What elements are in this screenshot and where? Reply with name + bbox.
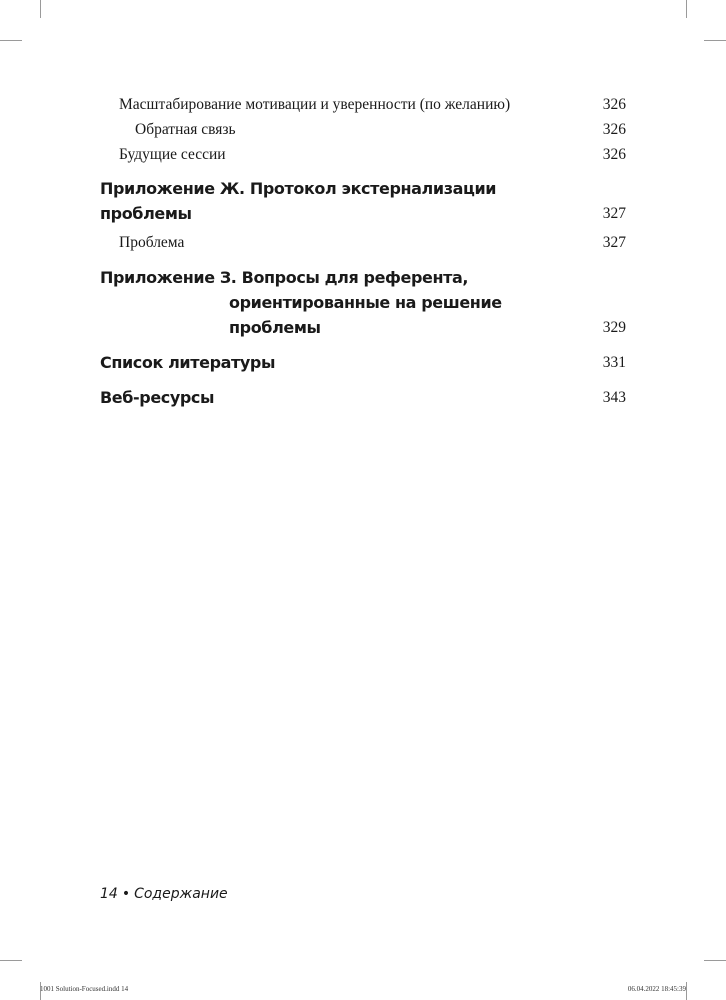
crop-mark-right-bottom [704,960,726,961]
footer-section-title: Содержание [134,886,228,902]
toc-entry-page: 326 [602,146,626,163]
crop-mark-right-top [704,40,726,41]
crop-mark-bottom-right [686,982,687,1000]
toc-entry-page: 327 [602,234,626,251]
toc-entry-title: Будущие сессии [119,146,226,163]
toc-entry [100,117,626,142]
toc-chapter [100,176,626,226]
crop-mark-top-left [40,0,41,18]
print-slug-file: 1001 Solution-Focused.indd 14 [40,985,129,993]
toc-chapter-page: 327 [602,205,626,222]
toc-entry-title: Обратная связь [135,121,236,138]
toc-chapter-title [100,265,590,340]
footer-bullet: • [121,886,131,902]
crop-mark-top-right [686,0,687,18]
toc-chapter-page: 329 [602,319,626,336]
toc-entry-page: 326 [602,121,626,138]
toc-entry [100,142,626,167]
toc-chapter-page: 343 [602,389,626,406]
running-footer [100,886,228,902]
toc-chapter [100,265,626,340]
toc-chapter-title: Приложение Ж. Протокол экстернализации проблемы [100,179,497,223]
footer-page-number: 14 [100,886,118,902]
crop-mark-left-bottom [0,960,22,961]
toc-entry-title: Проблема [119,234,185,251]
crop-mark-left-top [0,40,22,41]
toc-chapter-title-line1: Приложение З. Вопросы для референта, [100,268,469,287]
table-of-contents [100,92,626,410]
toc-entry [100,92,626,117]
toc-chapter-title: Веб-ресурсы [100,388,215,407]
toc-chapter [100,385,626,410]
toc-chapter [100,350,626,375]
toc-chapter-page: 331 [602,354,626,371]
toc-entry-page: 326 [602,96,626,113]
toc-entry-title: Масштабирование мотивации и уверенности (по желанию) [119,96,511,113]
print-slug-timestamp: 06.04.2022 18:45:39 [627,985,686,993]
toc-entry [100,230,626,255]
toc-chapter-title-line2: ориентированные на решение проблемы [229,293,502,337]
toc-chapter-title: Список литературы [100,353,276,372]
